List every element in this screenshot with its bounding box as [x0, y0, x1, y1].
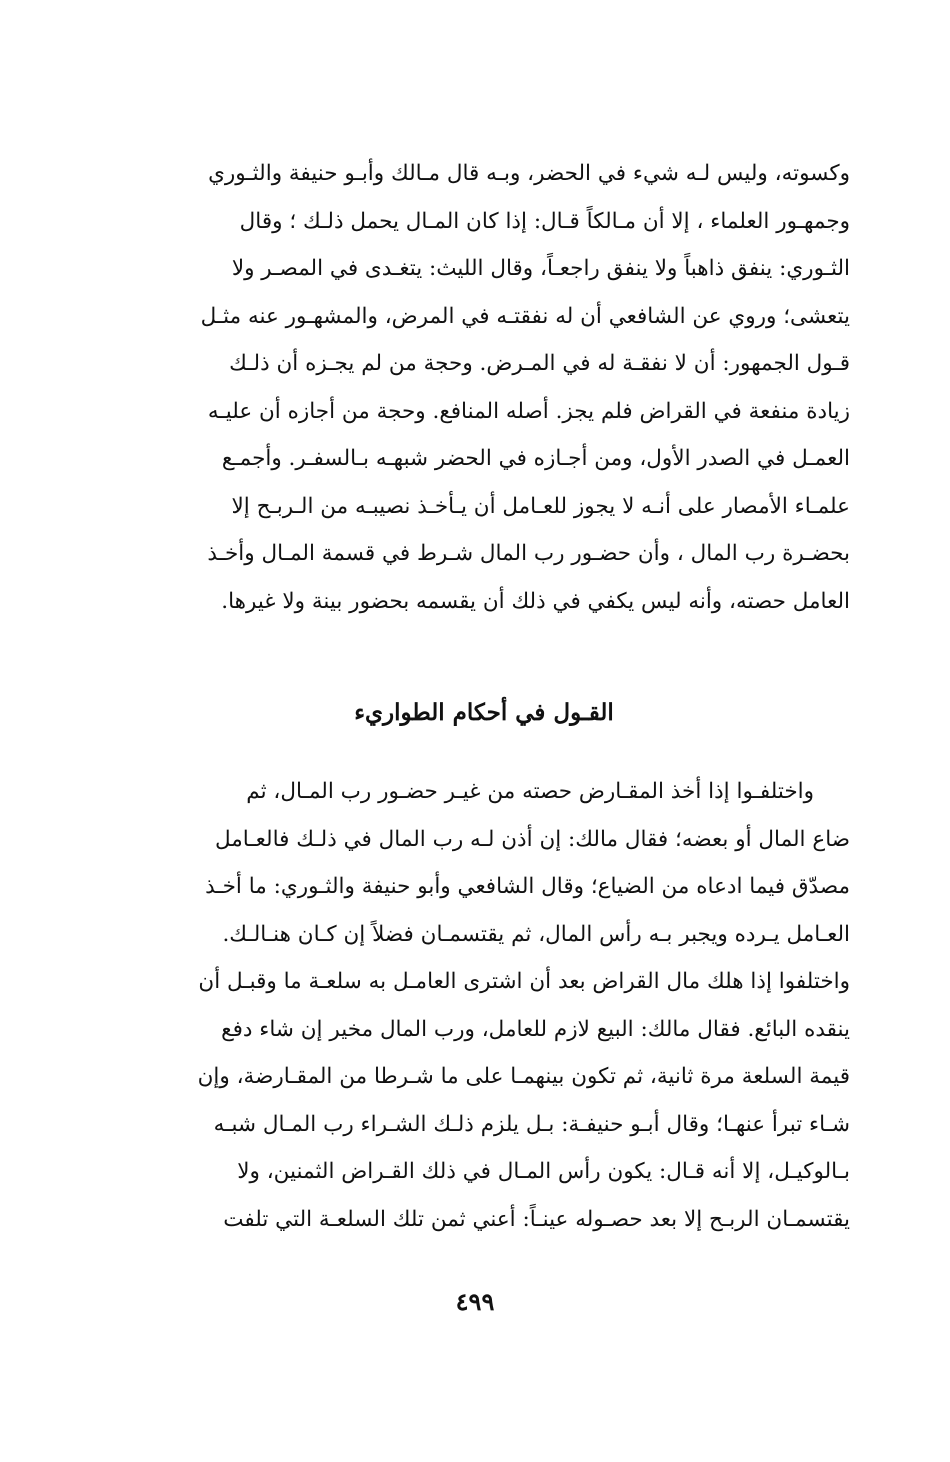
paragraph-2	[118, 768, 850, 1243]
text-line: علمـاء الأمصار على أنـه لا يجوز للعـامل أن يـأخـذ نصيبـه من الـربـح إلا	[231, 493, 850, 519]
text-line: ينقده البائع. فقال مالك: البيع لازم للعامل، ورب المال مخير إن شاء دفع	[221, 1016, 850, 1042]
text-line: العمـل في الصدر الأول، ومن أجـازه في الحضر شبهـه بـالسفـر. وأجمـع	[221, 446, 850, 471]
text-line: قيمة السلعة مرة ثانية، ثم تكون بينهمـا على ما شـرطا من المقـارضة، وإن	[197, 1064, 850, 1089]
text-line: وكسوته، وليس لـه شيء في الحضر، وبـه قال مـالك وأبـو حنيفة والثـوري	[208, 161, 850, 186]
text-line: بـالوكيـل، إلا أنه قـال: يكون رأس المـال في ذلك القـراض الثمنين، ولا	[237, 1159, 850, 1184]
paragraph-1	[118, 150, 850, 625]
text-line: يتعشى؛ وروي عن الشافعي أن له نفقتـه في المرض، والمشهـور عنه مثـل	[200, 303, 850, 329]
text-line: قـول الجمهور: أن لا نفقـة له في المـرض. وحجة من لم يجـزه أن ذلـك	[229, 351, 850, 376]
section-heading: القـول في أحكام الطواريء	[354, 699, 614, 726]
text-line: واختلفـوا إذا أخذ المقـارض حصته من غيـر حضـور رب المـال، ثم	[246, 779, 814, 804]
text-line: وجمهـور العلماء ، إلا أن مـالكاً قـال: إذا كان المـال يحمل ذلـك ؛ وقال	[239, 208, 850, 234]
text-line: ضاع المال أو بعضه؛ فقال مالك: إن أذن لـه رب المال في ذلـك فالعـامل	[215, 826, 850, 852]
text-line: بحضـرة رب المال ، وأن حضـور رب المال شـرط في قسمة المـال وأخـذ	[207, 541, 850, 566]
text-line: العامل حصته، وأنه ليس يكفي في ذلك أن يقسمه بحضور بينة ولا غيرها.	[221, 588, 850, 614]
text-line: يقتسمـان الربـح إلا بعد حصـوله عينـاً: أعني ثمن تلك السلعـة التي تلفت	[223, 1206, 850, 1232]
text-line: واختلفوا إذا هلك مال القراض بعد أن اشترى العامـل به سلعـة ما وقبـل أن	[198, 969, 850, 994]
text-line: زيادة منفعة في القراض فلم يجز. أصله المنافع. وحجة من أجازه أن عليـه	[207, 398, 850, 424]
text-line: العـامل يـرده ويجبر بـه رأس المال، ثم يقتسمـان فضلاً إن كـان هنـالـك.	[222, 921, 850, 947]
page-number: ٤٩٩	[455, 1287, 495, 1316]
text-line: مصدّق فيما ادعاه من الضياع؛ وقال الشافعي وأبو حنيفة والثـوري: ما أخـذ	[205, 874, 850, 899]
text-line: شـاء تبرأ عنهـا؛ وقال أبـو حنيفـة: بـل يلزم ذلـك الشـراء رب المـال شبـه	[213, 1111, 850, 1137]
text-line: الثـوري: ينفق ذاهباً ولا ينفق راجعـاً، وقال الليث: يتغـدى في المصـر ولا	[231, 256, 850, 281]
